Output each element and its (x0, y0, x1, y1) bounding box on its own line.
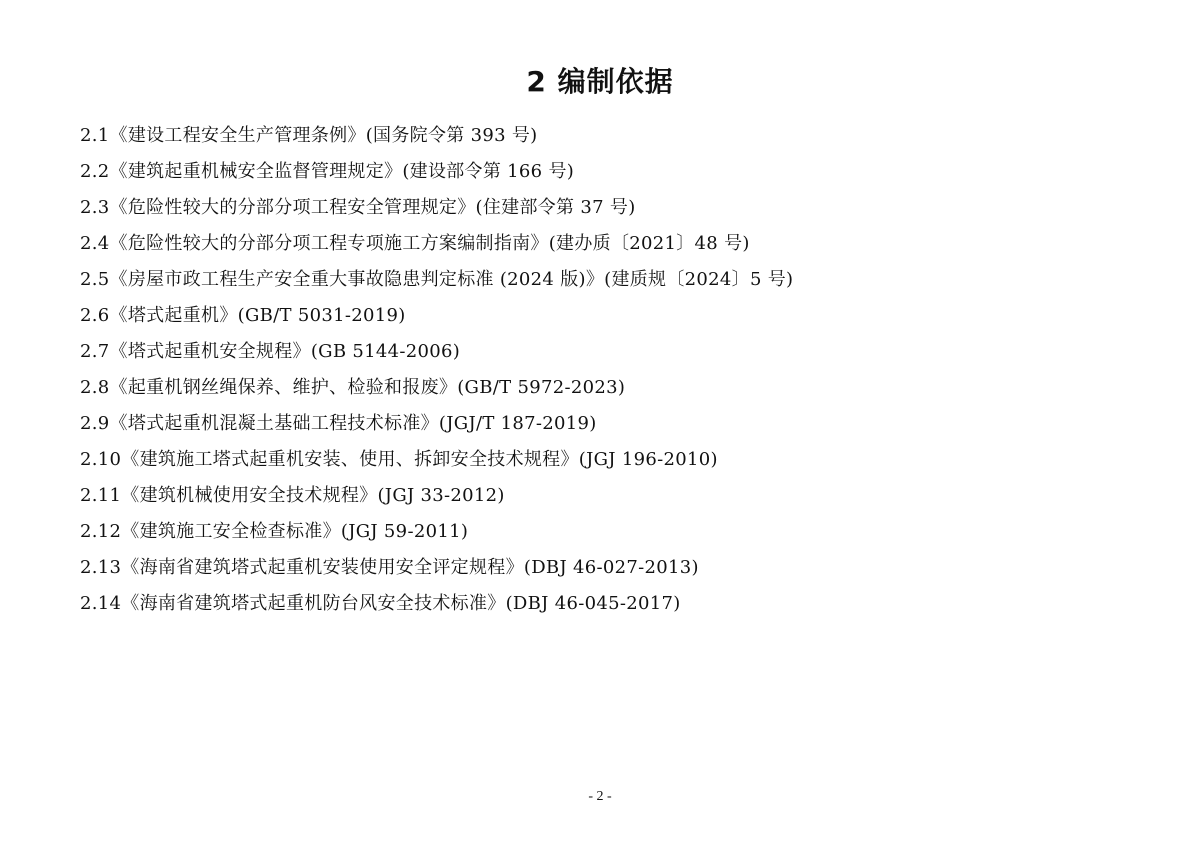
reference-number: 2.12 (80, 521, 122, 542)
reference-number: 2.6 (80, 305, 110, 326)
reference-number: 2.7 (80, 341, 110, 362)
reference-item (80, 154, 1140, 190)
reference-list (80, 118, 1140, 622)
reference-number: 2.3 (80, 197, 110, 218)
reference-text: 《塔式起重机混凝土基础工程技术标准》(JGJ/T 187-2019) (109, 413, 597, 434)
reference-item (80, 190, 1140, 226)
reference-item (80, 478, 1140, 514)
reference-number: 2.9 (80, 413, 110, 434)
reference-number: 2.4 (80, 233, 110, 254)
reference-text: 《建筑施工安全检查标准》(JGJ 59-2011) (121, 521, 469, 542)
reference-text: 《危险性较大的分部分项工程专项施工方案编制指南》(建办质〔2021〕48 号) (109, 233, 750, 254)
reference-item (80, 406, 1140, 442)
reference-text: 《海南省建筑塔式起重机安装使用安全评定规程》(DBJ 46-027-2013) (121, 557, 699, 578)
reference-item (80, 226, 1140, 262)
reference-item (80, 370, 1140, 406)
reference-text: 《危险性较大的分部分项工程安全管理规定》(住建部令第 37 号) (109, 197, 636, 218)
reference-text: 《塔式起重机安全规程》(GB 5144-2006) (109, 341, 461, 362)
reference-item (80, 334, 1140, 370)
page-number: - 2 - (588, 789, 612, 804)
reference-item (80, 442, 1140, 478)
reference-text: 《建设工程安全生产管理条例》(国务院令第 393 号) (109, 125, 538, 146)
reference-number: 2.5 (80, 269, 110, 290)
reference-item (80, 586, 1140, 622)
reference-text: 《起重机钢丝绳保养、维护、检验和报废》(GB/T 5972-2023) (109, 377, 626, 398)
reference-number: 2.14 (80, 593, 122, 614)
reference-number: 2.8 (80, 377, 110, 398)
reference-item (80, 262, 1140, 298)
reference-text: 《房屋市政工程生产安全重大事故隐患判定标准 (2024 版)》(建质规〔2024〕5 号) (109, 269, 794, 290)
reference-item (80, 514, 1140, 550)
reference-number: 2.10 (80, 449, 122, 470)
reference-text: 《建筑施工塔式起重机安装、使用、拆卸安全技术规程》(JGJ 196-2010) (121, 449, 718, 470)
reference-text: 《建筑机械使用安全技术规程》(JGJ 33-2012) (121, 485, 505, 506)
reference-text: 《海南省建筑塔式起重机防台风安全技术标准》(DBJ 46-045-2017) (121, 593, 681, 614)
reference-number: 2.1 (80, 125, 110, 146)
reference-text: 《塔式起重机》(GB/T 5031-2019) (109, 305, 406, 326)
reference-item (80, 118, 1140, 154)
reference-number: 2.2 (80, 161, 110, 182)
reference-number: 2.11 (80, 485, 122, 506)
reference-number: 2.13 (80, 557, 122, 578)
reference-item (80, 298, 1140, 334)
page-title: 2 编制依据 (526, 65, 674, 98)
reference-text: 《建筑起重机械安全监督管理规定》(建设部令第 166 号) (109, 161, 575, 182)
reference-item (80, 550, 1140, 586)
